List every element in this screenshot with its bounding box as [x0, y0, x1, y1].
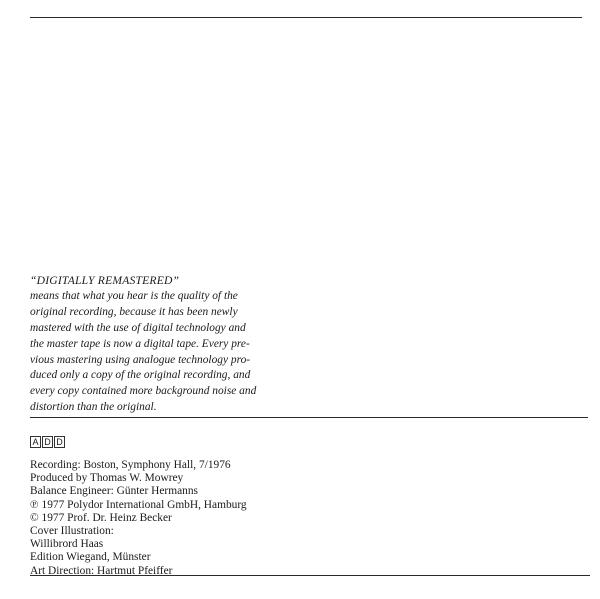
- remaster-line: distortion than the original.: [30, 401, 157, 414]
- spars-code: [30, 436, 65, 448]
- credit-line: Produced by Thomas W. Mowrey: [30, 472, 184, 485]
- credit-line: Art Direction: Hartmut Pfeiffer: [30, 564, 173, 577]
- credit-line: Edition Wiegand, Münster: [30, 551, 151, 564]
- remaster-line: means that what you hear is the quality of the: [30, 289, 238, 302]
- credit-line: Recording: Boston, Symphony Hall, 7/1976: [30, 459, 231, 471]
- remaster-line: every copy contained more background noise and: [30, 385, 257, 398]
- top-divider: [30, 17, 582, 18]
- credit-line: Willibrord Haas: [30, 538, 104, 551]
- spars-code-box: A: [30, 436, 41, 448]
- credit-line: Balance Engineer: Günter Hermanns: [30, 485, 198, 498]
- spars-code-box: D: [42, 436, 53, 448]
- credits-block: [30, 459, 247, 578]
- bottom-divider: [30, 575, 590, 576]
- spars-code-box: D: [54, 436, 65, 448]
- middle-divider: [30, 417, 588, 418]
- remaster-line: duced only a copy of the original recording, and: [30, 369, 251, 382]
- credit-line: © 1977 Prof. Dr. Heinz Becker: [30, 511, 172, 524]
- credit-line: ℗ 1977 Polydor International GmbH, Hamburg: [30, 498, 247, 511]
- remaster-note: [30, 273, 300, 416]
- credit-line: Cover Illustration:: [30, 525, 114, 538]
- remaster-heading: “DIGITALLY REMASTERED”: [30, 274, 180, 287]
- remaster-line: the master tape is now a digital tape. Every pre-: [30, 337, 250, 350]
- remaster-line: vious mastering using analogue technology pro-: [30, 353, 251, 366]
- remaster-line: mastered with the use of digital technology and: [30, 321, 246, 334]
- remaster-line: original recording, because it has been newly: [30, 305, 238, 318]
